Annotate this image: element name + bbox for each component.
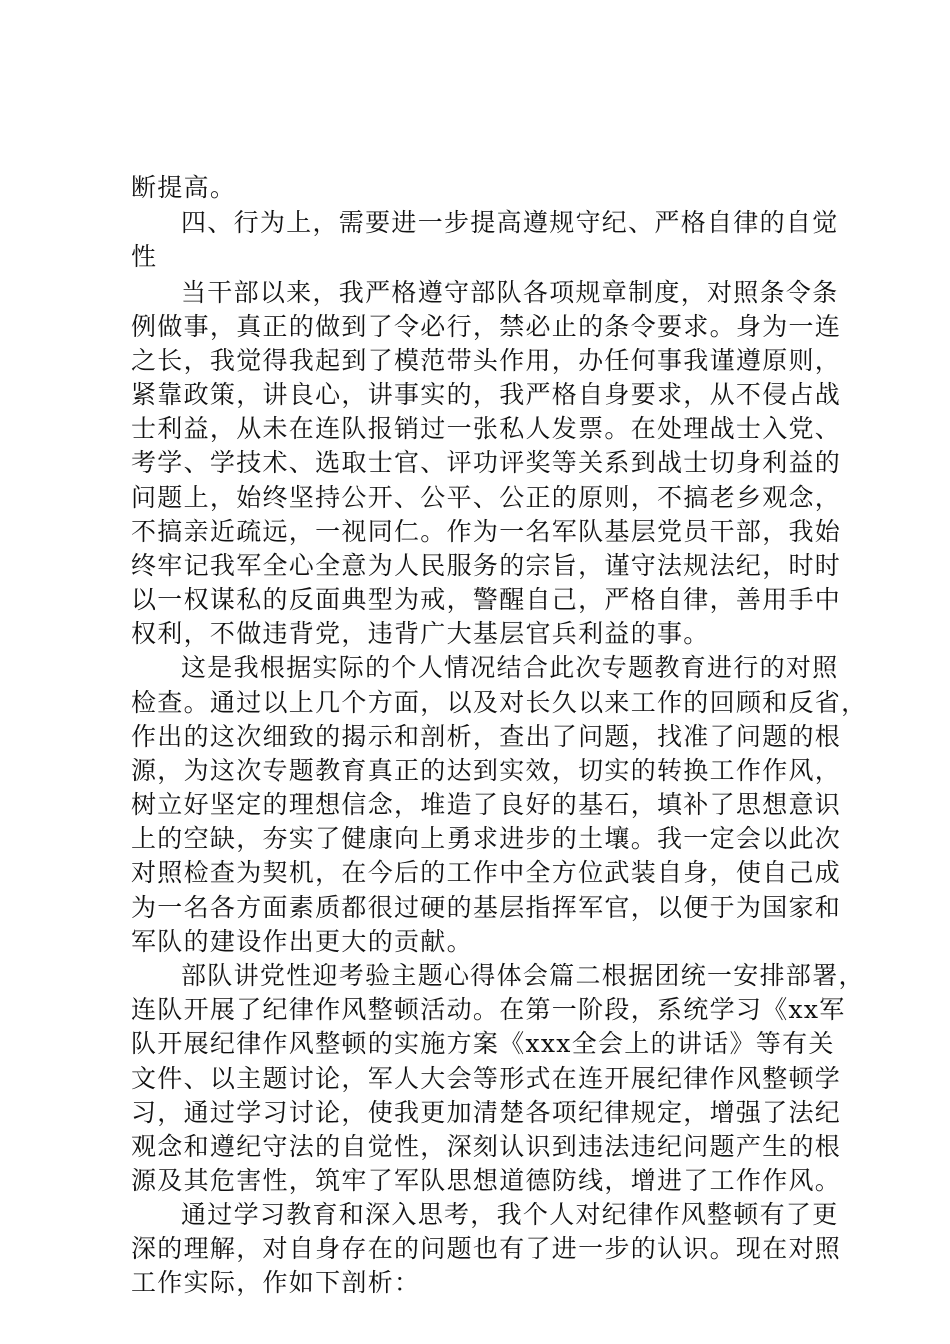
text-line: 为一名各方面素质都很过硬的基层指挥军官，以便于为国家和	[131, 893, 842, 922]
section-heading: 四、行为上，需要进一步提高遵规守纪、严格自律的自觉	[181, 208, 839, 237]
text-line: 以一权谋私的反面典型为戒，警醒自己，严格自律，善用手中	[131, 585, 842, 614]
text-line: 观念和遵纪守法的自觉性，深刻认识到违法违纪问题产生的根	[131, 1132, 842, 1161]
text-line: 对照检查为契机，在今后的工作中全方位武装自身，使自己成	[131, 858, 842, 887]
paragraph-start: 这是我根据实际的个人情况结合此次专题教育进行的对照	[181, 653, 839, 682]
paragraph-start: 部队讲党性迎考验主题心得体会篇二根据团统一安排部署，	[181, 961, 865, 990]
text-line: 树立好坚定的理想信念，堆造了良好的基石，填补了思想意识	[131, 790, 842, 819]
text-line: 文件、以主题讨论，军人大会等形式在连开展纪律作风整顿学	[131, 1064, 842, 1093]
text-line: 之长，我觉得我起到了模范带头作用，办任何事我谨遵原则，	[131, 346, 842, 375]
text-line: 源，为这次专题教育真正的达到实效，切实的转换工作作风，	[131, 756, 842, 785]
text-line: 深的理解，对自身存在的问题也有了进一步的认识。现在对照	[131, 1234, 842, 1263]
text-line: 终牢记我军全心全意为人民服务的宗旨，谨守法规法纪，时时	[131, 551, 842, 580]
text-line: 工作实际，作如下剖析：	[131, 1268, 421, 1297]
text-line: 紧靠政策，讲良心，讲事实的，我严格自身要求，从不侵占战	[131, 380, 842, 409]
text-line: 检查。通过以上几个方面，以及对长久以来工作的回顾和反省，	[131, 688, 868, 717]
text-line: 习，通过学习讨论，使我更加清楚各项纪律规定，增强了法纪	[131, 1098, 842, 1127]
text-line: 考学、学技术、选取士官、评功评奖等关系到战士切身利益的	[131, 448, 842, 477]
text-line: 士利益，从未在连队报销过一张私人发票。在处理战士入党、	[131, 414, 842, 443]
text-line: 作出的这次细致的揭示和剖析，查出了问题，找准了问题的根	[131, 722, 842, 751]
text-line: 不搞亲近疏远，一视同仁。作为一名军队基层党员干部，我始	[131, 517, 842, 546]
section-heading-continued: 性	[131, 242, 158, 271]
text-line: 源及其危害性，筑牢了军队思想道德防线，增进了工作作风。	[131, 1166, 842, 1195]
text-line: 连队开展了纪律作风整顿活动。在第一阶段，系统学习《xx军	[131, 995, 846, 1024]
text-line: 队开展纪律作风整顿的实施方案《xxx全会上的讲话》等有关	[131, 1029, 835, 1058]
text-line: 权利，不做违背党，违背广大基层官兵利益的事。	[131, 619, 710, 648]
text-line: 例做事，真正的做到了令必行，禁必止的条令要求。身为一连	[131, 312, 842, 341]
text-line: 军队的建设作出更大的贡献。	[131, 927, 473, 956]
text-line: 问题上，始终坚持公开、公平、公正的原则，不搞老乡观念，	[131, 483, 842, 512]
paragraph-start: 通过学习教育和深入思考，我个人对纪律作风整顿有了更	[181, 1200, 839, 1229]
paragraph-start: 当干部以来，我严格遵守部队各项规章制度，对照条令条	[181, 278, 839, 307]
text-line: 断提高。	[131, 173, 237, 202]
text-line: 上的空缺，夯实了健康向上勇求进步的土壤。我一定会以此次	[131, 824, 842, 853]
